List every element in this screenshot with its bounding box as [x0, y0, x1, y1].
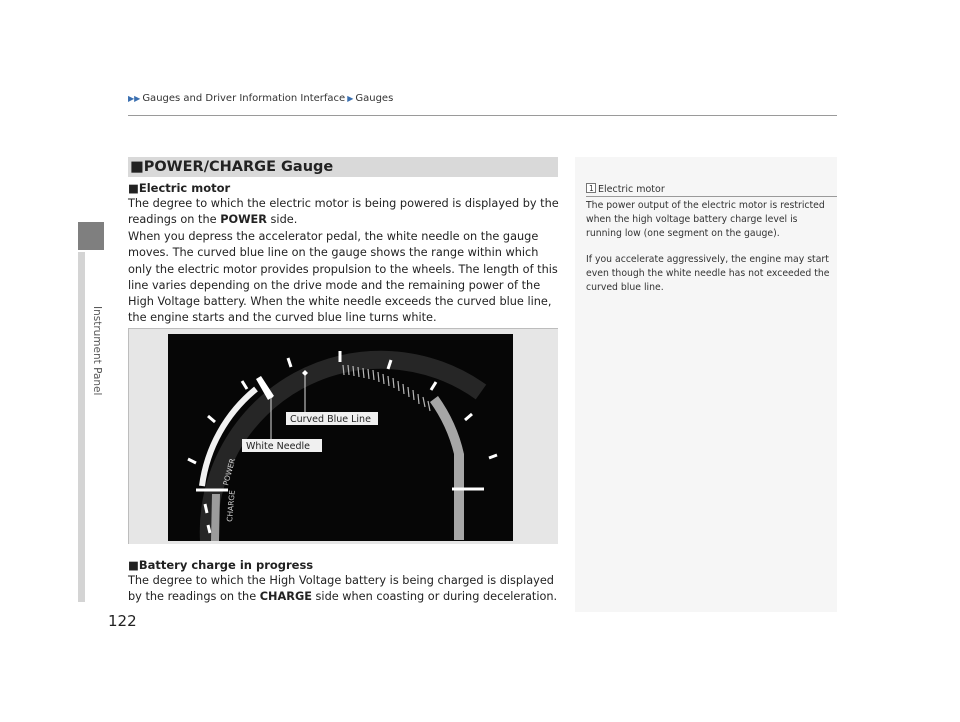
svg-text:1: 1 [589, 184, 594, 193]
gauge-figure [128, 328, 558, 544]
electric-motor-heading: ■Electric motor [128, 181, 231, 195]
breadcrumb-item-gauges[interactable]: Gauges [355, 93, 394, 104]
callout-curved-blue-line: Curved Blue Line [290, 414, 371, 425]
power-charge-gauge [168, 334, 513, 541]
battery-charge-heading: ■Battery charge in progress [128, 558, 314, 572]
chapter-tab [78, 222, 104, 250]
page-number: 122 [108, 612, 137, 630]
breadcrumb-separator-icon: ▶ [347, 94, 354, 103]
electric-motor-para2: When you depress the accelerator pedal, the white needle on the gauge moves. The curved blue line on the gauge shows the range within which only the electric motor provides propulsion to the wheels. The length of this line varies depending on the drive mode and the remaining power of the High Voltage battery. When the white needle exceeds the curved blue line, the engine starts and the curved blue line turns white. [128, 230, 558, 325]
callout-white-needle: White Needle [246, 441, 310, 452]
header-rule [128, 115, 837, 116]
note-rule [586, 196, 837, 197]
gauge-label-power: POWER [221, 457, 238, 487]
note-marker-icon [586, 183, 596, 193]
note-para2: If you accelerate aggressively, the engine may start even though the white needle has not exceeded the curved blue line. [586, 254, 830, 294]
battery-charge-text: The degree to which the High Voltage battery is being charged is displayed by the readings on the CHARGE side when coasting or during deceleration. [128, 574, 558, 604]
note-para1: The power output of the electric motor is restricted when the high voltage battery charge level is running low (one segment on the gauge). [586, 200, 825, 240]
breadcrumb-item-gauges-interface[interactable]: Gauges and Driver Information Interface [142, 93, 346, 104]
breadcrumb-arrow-icon: ▶▶ [128, 94, 141, 103]
chapter-label: Instrument Panel [91, 306, 103, 396]
note-title: 1 Electric motor [586, 183, 665, 195]
section-title: ■POWER/CHARGE Gauge [128, 157, 558, 177]
gauge-label-charge: CHARGE [225, 489, 237, 523]
chapter-bar [78, 252, 85, 602]
breadcrumb [128, 93, 393, 104]
electric-motor-para1: The degree to which the electric motor is being powered is displayed by the readings on the POWER side. [128, 197, 559, 227]
